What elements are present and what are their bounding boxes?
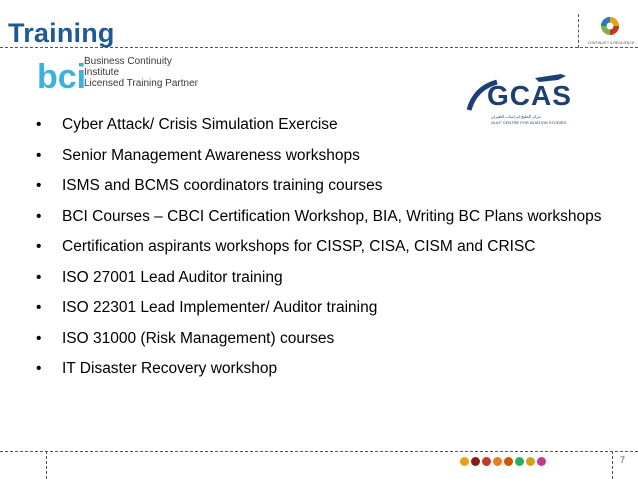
bullet-icon: • [36,207,42,225]
footer-dot-icon [471,457,480,466]
bullet-icon: • [36,177,42,194]
list-item-text: Cyber Attack/ Crisis Simulation Exercise [62,116,338,133]
bci-line-2: Institute [84,67,120,78]
corner-logo-text: CONTINUITY & RESILIENCE [587,41,635,45]
footer-right-divider [612,451,613,479]
bullet-icon: • [36,268,42,286]
training-list [36,114,606,389]
globe-icon [582,14,638,42]
list-item [36,267,606,289]
bci-mark-text: bci [37,58,87,96]
footer-dot-icon [504,457,513,466]
footer-left-divider [46,451,47,479]
footer-dot-icon [537,457,546,466]
list-item [36,175,606,197]
slide-title: Training [8,18,115,48]
footer-dot-icon [460,457,469,466]
gcas-wordmark: GCAS [487,80,572,111]
bullet-icon: • [36,116,42,133]
bullet-icon: • [36,238,42,255]
list-item [36,206,606,228]
gcas-subtitle: GULF CENTRE FOR AVIATION STUDIES [491,120,567,125]
bci-line-3: Licensed Training Partner [84,78,198,89]
list-item [36,114,606,136]
header-vertical-divider [578,14,579,48]
footer-dot-icon [482,457,491,466]
list-item [36,236,606,258]
bci-mark-icon [36,55,87,96]
list-item [36,358,606,380]
bullet-icon: • [36,329,42,347]
footer-divider [0,451,638,452]
list-item-text: ISO 22301 Lead Implementer/ Auditor training [62,299,378,316]
footer-dot-icon [493,457,502,466]
list-item-text: ISO 31000 (Risk Management) courses [62,329,335,347]
bci-logo-text [84,56,198,89]
gcas-arabic: مركز الخليج لدراسات الطيران [491,114,541,119]
list-item-text: Senior Management Awareness workshops [62,146,360,164]
bullet-icon: • [36,146,42,164]
footer-dot-icon [515,457,524,466]
list-item [36,328,606,350]
bullet-icon: • [36,360,42,377]
list-item-text: ISMS and BCMS coordinators training courses [62,177,383,194]
list-item-text: BCI Courses – CBCI Certification Workshop, BIA, Writing BC Plans workshops [62,207,602,225]
list-item-text: IT Disaster Recovery workshop [62,360,278,377]
list-item [36,145,606,167]
list-item-text: Certification aspirants workshops for CISSP, CISA, CISM and CRISC [62,238,536,255]
header-divider [0,47,638,48]
list-item [36,297,606,319]
list-item-text: ISO 27001 Lead Auditor training [62,268,283,286]
bci-line-1: Business Continuity [84,56,172,67]
footer-dot-icon [526,457,535,466]
page-number: 7 [620,455,626,465]
footer-dots [460,457,546,467]
bci-logo [36,55,212,95]
continuity-resilience-logo [582,14,638,48]
bullet-icon: • [36,299,42,316]
